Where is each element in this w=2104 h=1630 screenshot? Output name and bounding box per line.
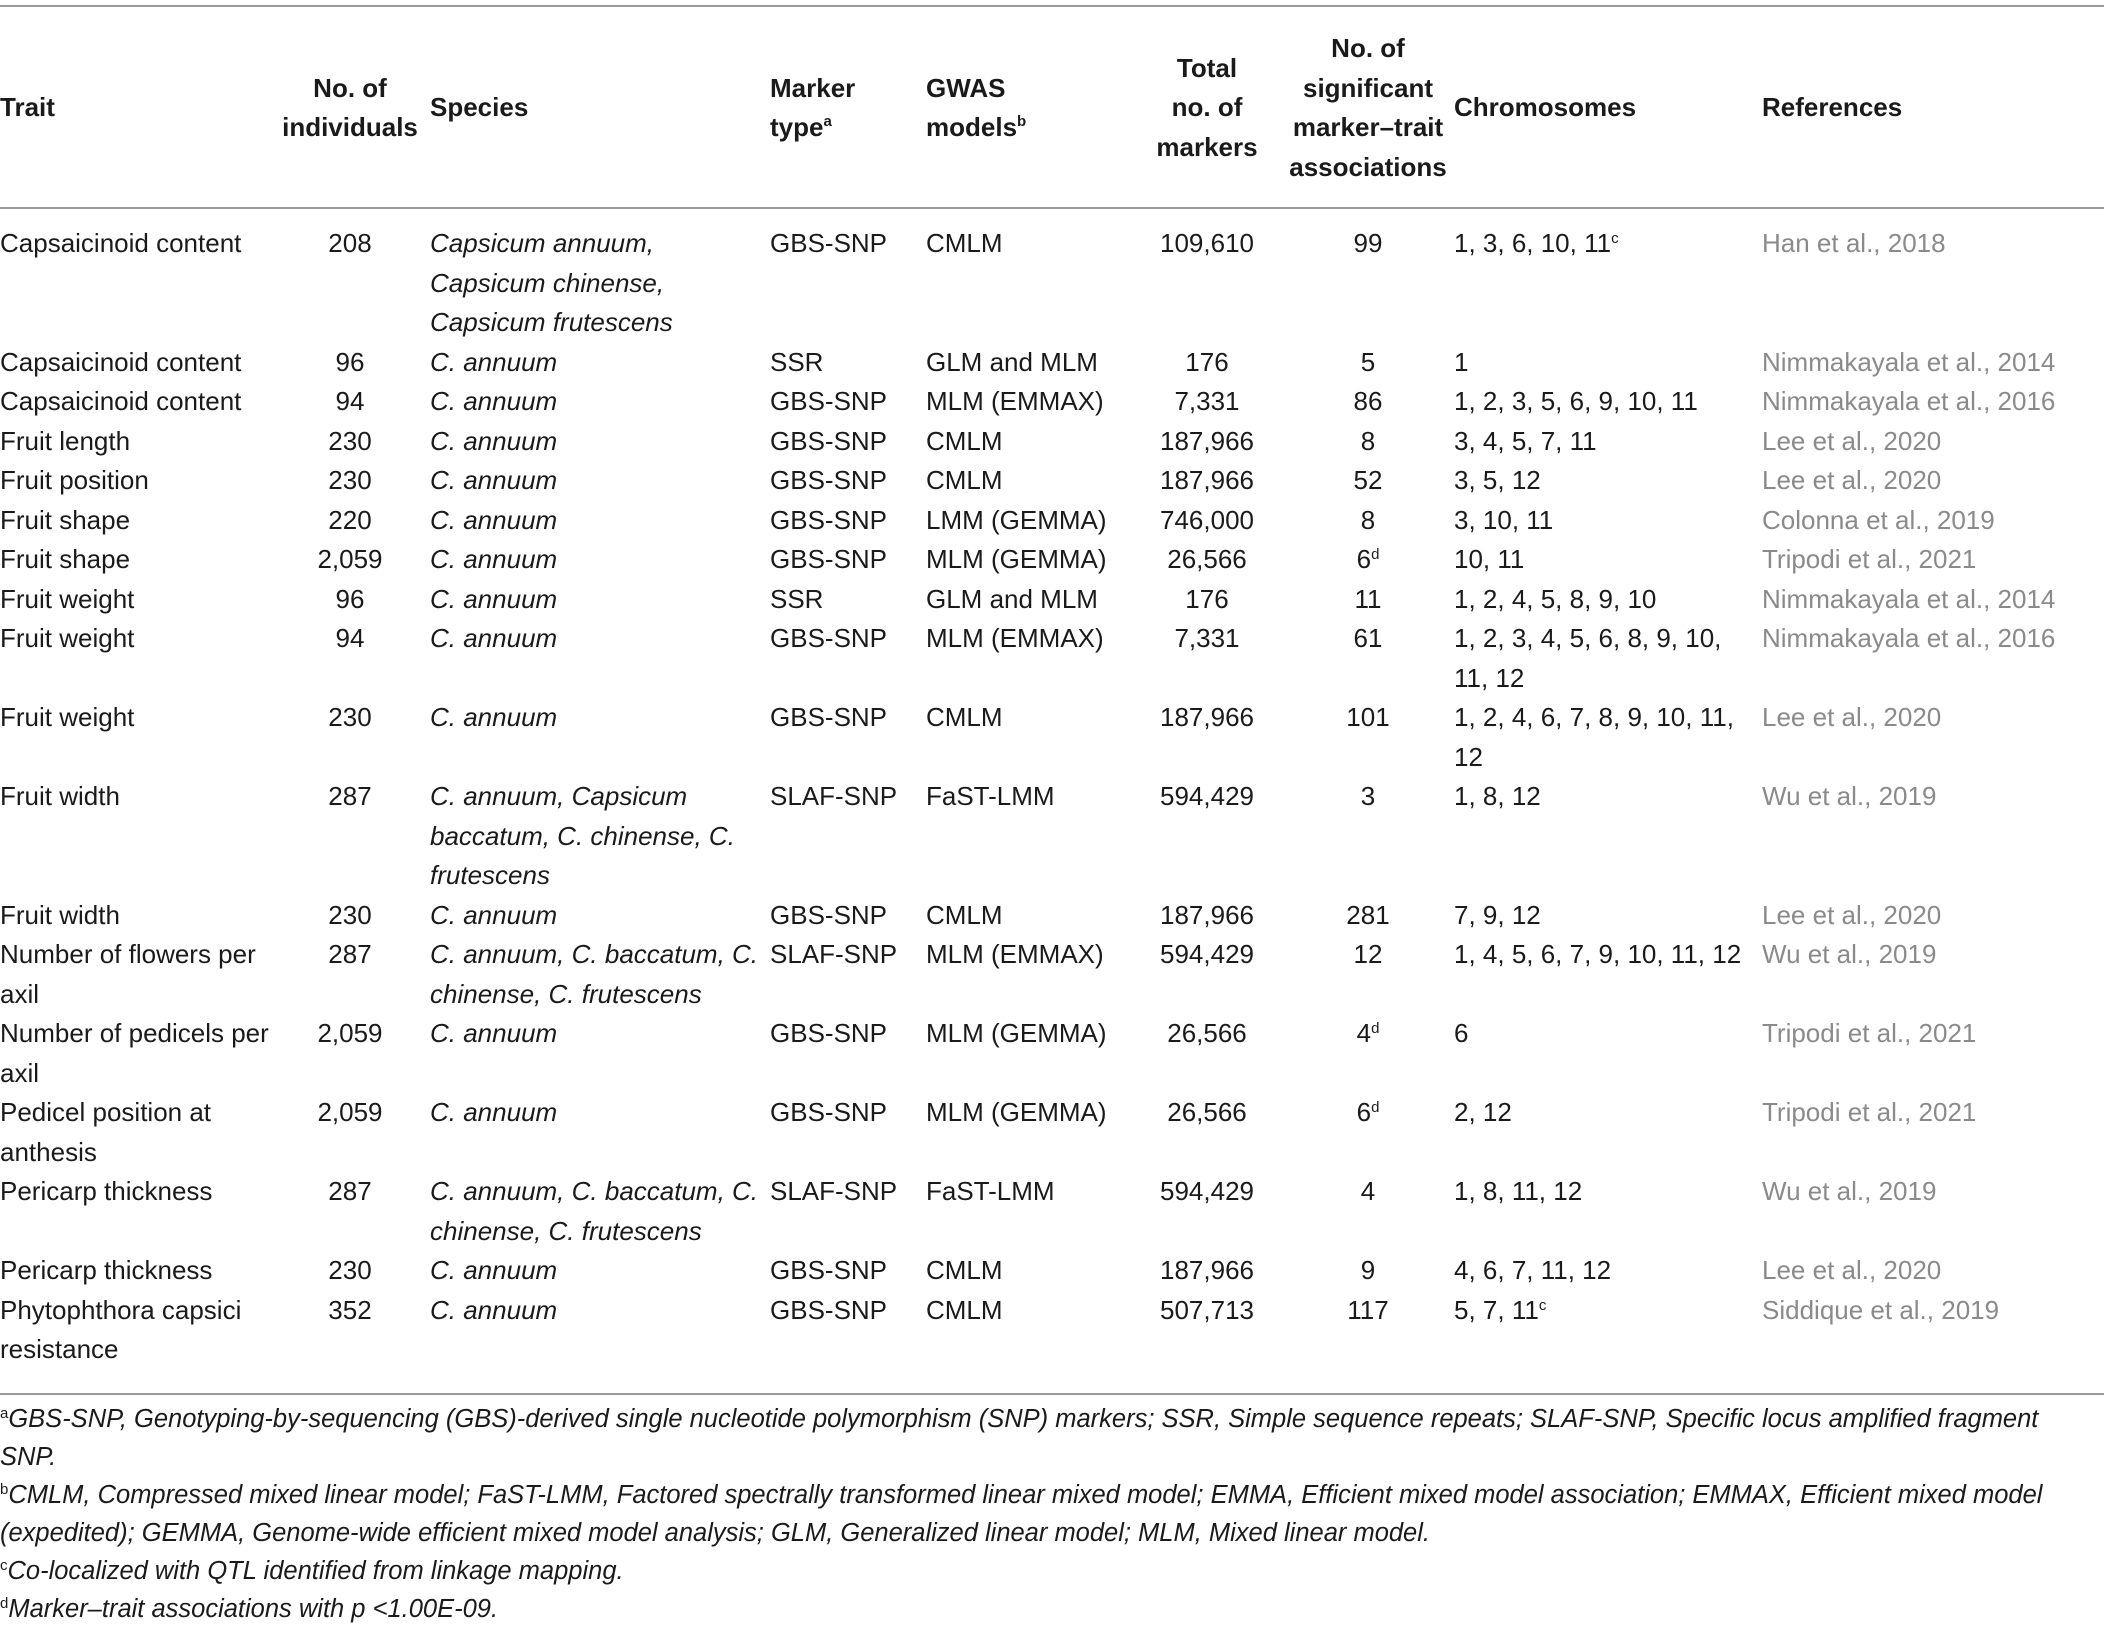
cell-chromosomes: 1 [1454,346,1469,377]
footnote-marker: d [1371,1099,1380,1116]
footnote-c: $^c$Co-localized with QTL identified from linkage mapping. [0,1557,624,1585]
cell-chromosomes: 1, 8, 12 [1454,781,1541,811]
cell-reference: Lee et al., 2020 [1762,465,1942,495]
cell-chromosomes: 1, 2, 4, 6, 7, 8, 9, 10, 11, 12 [1454,702,1734,772]
cell-significant-associations: 99 [1353,228,1383,258]
table-row [0,382,2104,422]
cell-gwas-models: CMLM [926,1294,1003,1325]
cell-significant-associations: 6$^d$ [1356,1097,1380,1127]
cell-total-markers: 507,713 [1160,1294,1254,1325]
cell-reference: Lee et al., 2020 [1762,1255,1942,1285]
table-row [0,343,2104,383]
cell-individuals: 2,059 [317,1018,383,1048]
cell-total-markers: 594,429 [1160,781,1254,811]
cell-gwas-models: CMLM [926,425,1003,456]
cell-trait: Pedicel position at anthesis [0,1097,212,1167]
table-row [0,777,2104,896]
cell-marker-type: GBS-SNP [770,228,888,258]
cell-marker-type: SLAF-SNP [770,1176,898,1206]
cell-significant-associations: 52 [1353,465,1383,495]
cell-gwas-models: CMLM [926,899,1003,930]
cell-species: C. annuum [430,346,558,377]
table-row [0,1014,2104,1093]
cell-reference: Wu et al., 2019 [1762,781,1937,811]
cell-significant-associations: 3 [1360,781,1376,811]
table-row [0,1251,2104,1291]
cell-significant-associations: 117 [1347,1294,1389,1325]
table-bottom-rule [0,1393,2104,1395]
cell-gwas-models: FaST-LMM [926,781,1055,811]
cell-significant-associations: 8 [1360,504,1376,535]
cell-gwas-models: CMLM [926,465,1003,495]
cell-marker-type: SLAF-SNP [770,781,898,811]
cell-chromosomes: 4, 6, 7, 11, 12 [1454,1255,1612,1285]
cell-species: C. annuum, C. baccatum, C. chinense, C. frutescens [430,1176,759,1246]
cell-total-markers: 176 [1185,346,1229,377]
cell-individuals: 230 [328,702,372,732]
table-row [0,206,2104,343]
table-row [0,422,2104,462]
cell-gwas-models: MLM (EMMAX) [926,623,1104,653]
cell-species: C. annuum [430,1255,558,1285]
cell-reference: Han et al., 2018 [1762,228,1946,258]
cell-total-markers: 26,566 [1167,1097,1247,1127]
cell-reference: Nimmakayala et al., 2014 [1762,583,2056,614]
cell-individuals: 208 [328,228,372,258]
table-row [0,1172,2104,1251]
cell-significant-associations: 11 [1354,583,1382,614]
cell-individuals: 2,059 [317,544,383,574]
cell-gwas-models: FaST-LMM [926,1176,1055,1206]
cell-individuals: 230 [328,465,372,495]
cell-marker-type: SSR [770,583,824,614]
cell-gwas-models: MLM (EMMAX) [926,386,1104,416]
cell-gwas-models: GLM and MLM [926,346,1098,377]
cell-species: C. annuum [430,386,558,416]
cell-trait: Number of pedicels per axil [0,1018,269,1088]
header-total-markers: Total no. of markers [1156,52,1258,162]
cell-species: C. annuum [430,1097,558,1127]
table-row [0,935,2104,1014]
cell-trait: Fruit shape [0,544,131,574]
cell-gwas-models: MLM (EMMAX) [926,939,1104,969]
cell-marker-type: GBS-SNP [770,386,888,416]
cell-individuals: 352 [328,1294,372,1325]
cell-total-markers: 7,331 [1174,623,1240,653]
cell-chromosomes: 1, 2, 3, 4, 5, 6, 8, 9, 10, 11, 12 [1454,623,1722,693]
cell-reference: Nimmakayala et al., 2016 [1762,623,2056,653]
cell-gwas-models: LMM (GEMMA) [926,504,1107,535]
cell-marker-type: GBS-SNP [770,702,888,732]
cell-marker-type: GBS-SNP [770,1255,888,1285]
cell-species: C. annuum, C. baccatum, C. chinense, C. frutescens [430,939,759,1009]
cell-gwas-models: GLM and MLM [926,583,1098,614]
cell-reference: Lee et al., 2020 [1762,899,1942,930]
cell-reference: Lee et al., 2020 [1762,702,1942,732]
cell-individuals: 287 [328,939,372,969]
cell-marker-type: GBS-SNP [770,899,888,930]
table-row [0,580,2104,620]
cell-marker-type: GBS-SNP [770,1018,888,1048]
cell-reference: Tripodi et al., 2021 [1762,1097,1977,1127]
cell-reference: Lee et al., 2020 [1762,425,1942,456]
cell-trait: Fruit width [0,781,120,811]
cell-significant-associations: 12 [1353,939,1383,969]
cell-total-markers: 594,429 [1160,939,1254,969]
cell-marker-type: GBS-SNP [770,623,888,653]
cell-chromosomes: 6 [1454,1018,1469,1048]
cell-chromosomes: 10, 11 [1454,544,1525,574]
table-row [0,1291,2104,1370]
cell-significant-associations: 61 [1353,623,1383,653]
table-row [0,501,2104,541]
cell-marker-type: SLAF-SNP [770,939,898,969]
cell-individuals: 287 [328,1176,372,1206]
header-significant-associations: No. of significant marker–trait associations [1289,33,1447,182]
cell-individuals: 230 [328,899,372,930]
cell-individuals: 96 [335,583,365,614]
cell-chromosomes: 1, 2, 3, 5, 6, 9, 10, 11 [1454,386,1698,416]
cell-chromosomes: 1, 8, 11, 12 [1454,1176,1583,1206]
cell-chromosomes: 3, 4, 5, 7, 11 [1454,425,1597,456]
table-header-row [0,10,2104,206]
cell-chromosomes: 1, 3, 6, 10, 11$^c$ [1454,228,1619,258]
cell-marker-type: GBS-SNP [770,1097,888,1127]
cell-marker-type: GBS-SNP [770,465,888,495]
cell-species: C. annuum [430,504,558,535]
cell-species: C. annuum [430,899,558,930]
cell-total-markers: 187,966 [1160,1255,1254,1285]
table-row [0,896,2104,936]
footnote-marker: d [1371,1020,1380,1037]
cell-gwas-models: MLM (GEMMA) [926,1018,1107,1048]
cell-gwas-models: CMLM [926,1255,1003,1285]
cell-species: C. annuum [430,702,558,732]
cell-trait: Fruit weight [0,623,135,653]
header-marker-type: Marker type$^a$ [770,72,856,142]
cell-gwas-models: MLM (GEMMA) [926,1097,1107,1127]
cell-chromosomes: 3, 10, 11 [1454,504,1554,535]
footnote-d: $^d$Marker–trait associations with p <1.00E-09. [0,1595,499,1623]
cell-trait: Fruit width [0,899,120,930]
cell-total-markers: 746,000 [1160,504,1254,535]
cell-trait: Number of flowers per axil [0,939,256,1009]
cell-gwas-models: CMLM [926,228,1003,258]
footnote-b: $^b$CMLM, Compressed mixed linear model; FaST-LMM, Factored spectrally transformed linear mixed model; EMMA, Efficient mixed model association; EMMAX, Efficient mixed model (expedited); GEMMA, Genome-wide efficient mixed model analysis; GLM, Generalized linear model; MLM, Mixed linear model. [0,1481,2043,1547]
cell-significant-associations: 8 [1360,425,1376,456]
cell-reference: Nimmakayala et al., 2016 [1762,386,2056,416]
cell-species: C. annuum [430,1018,558,1048]
cell-significant-associations: 101 [1346,702,1390,732]
cell-species: C. annuum [430,425,558,456]
cell-trait: Fruit weight [0,583,135,614]
table-top-rule [0,5,2104,7]
cell-total-markers: 187,966 [1160,899,1254,930]
cell-species: C. annuum [430,623,558,653]
header-chromosomes: Chromosomes [1454,92,1637,123]
cell-trait: Pericarp thickness [0,1255,213,1285]
footnote-marker: c [1611,230,1619,247]
table-footnotes [0,1400,2090,1628]
cell-reference: Tripodi et al., 2021 [1762,544,1977,574]
cell-reference: Tripodi et al., 2021 [1762,1018,1977,1048]
table-body [0,206,2104,1370]
cell-significant-associations: 9 [1360,1255,1376,1285]
header-references: References [1762,92,1903,123]
cell-significant-associations: 5 [1360,346,1376,377]
cell-trait: Capsaicinoid content [0,346,242,377]
cell-trait: Phytophthora capsici resistance [0,1294,242,1364]
table-row [0,461,2104,501]
cell-trait: Fruit position [0,465,149,495]
table-row [0,1093,2104,1172]
cell-individuals: 96 [335,346,365,377]
cell-marker-type: SSR [770,346,824,377]
cell-individuals: 230 [328,425,372,456]
cell-species: C. annuum [430,1294,558,1325]
cell-reference: Wu et al., 2019 [1762,939,1937,969]
table-row [0,619,2104,698]
header-individuals: No. of individuals [282,72,418,142]
cell-marker-type: GBS-SNP [770,504,888,535]
cell-marker-type: GBS-SNP [770,544,888,574]
cell-total-markers: 7,331 [1174,386,1240,416]
cell-reference: Nimmakayala et al., 2014 [1762,346,2056,377]
cell-chromosomes: 2, 12 [1454,1097,1512,1127]
cell-individuals: 2,059 [317,1097,383,1127]
cell-individuals: 230 [328,1255,372,1285]
cell-total-markers: 176 [1185,583,1229,614]
table-row [0,540,2104,580]
cell-total-markers: 187,966 [1160,702,1254,732]
cell-trait: Capsaicinoid content [0,228,242,258]
cell-chromosomes: 7, 9, 12 [1454,899,1541,930]
gwas-table [0,10,2104,1370]
footnote-marker: c [1538,1296,1547,1314]
cell-marker-type: GBS-SNP [770,1294,888,1325]
cell-species: Capsicum annuum, Capsicum chinense, Capsicum frutescens [430,228,673,337]
cell-individuals: 220 [328,504,372,535]
cell-chromosomes: 5, 7, 11$^c$ [1454,1294,1547,1325]
cell-reference: Siddique et al., 2019 [1762,1294,2000,1325]
cell-individuals: 287 [328,781,372,811]
cell-reference: Colonna et al., 2019 [1762,504,1995,535]
header-gwas-models: GWAS models$^b$ [926,72,1027,142]
cell-gwas-models: CMLM [926,702,1003,732]
cell-marker-type: GBS-SNP [770,425,888,456]
cell-trait: Fruit shape [0,504,131,535]
cell-significant-associations: 6$^d$ [1356,544,1380,574]
cell-significant-associations: 281 [1346,899,1390,930]
cell-species: C. annuum [430,465,558,495]
cell-significant-associations: 4$^d$ [1356,1018,1380,1048]
cell-trait: Fruit weight [0,702,135,732]
cell-species: C. annuum, Capsicum baccatum, C. chinense, C. frutescens [430,781,735,890]
cell-total-markers: 26,566 [1167,1018,1247,1048]
cell-total-markers: 594,429 [1160,1176,1254,1206]
cell-chromosomes: 3, 5, 12 [1454,465,1541,495]
cell-total-markers: 26,566 [1167,544,1247,574]
cell-total-markers: 187,966 [1160,465,1254,495]
cell-trait: Fruit length [0,425,131,456]
cell-reference: Wu et al., 2019 [1762,1176,1937,1206]
table-row [0,698,2104,777]
cell-significant-associations: 86 [1353,386,1383,416]
cell-chromosomes: 1, 4, 5, 6, 7, 9, 10, 11, 12 [1454,939,1742,969]
header-species: Species [430,92,529,123]
footnote-marker: d [1371,546,1380,563]
cell-total-markers: 109,610 [1160,228,1254,258]
cell-significant-associations: 4 [1360,1176,1376,1206]
header-trait: Trait [0,92,55,123]
cell-species: C. annuum [430,583,558,614]
cell-gwas-models: MLM (GEMMA) [926,544,1107,574]
cell-trait: Pericarp thickness [0,1176,213,1206]
cell-chromosomes: 1, 2, 4, 5, 8, 9, 10 [1454,583,1657,614]
footnote-a: $^a$GBS-SNP, Genotyping-by-sequencing (GBS)-derived single nucleotide polymorphism (SNP) markers; SSR, Simple sequence repeats; SLAF-SNP, Specific locus amplified fragment SNP. [0,1405,2039,1471]
cell-trait: Capsaicinoid content [0,386,242,416]
cell-total-markers: 187,966 [1160,425,1254,456]
cell-species: C. annuum [430,544,558,574]
cell-individuals: 94 [335,386,365,416]
cell-individuals: 94 [335,623,365,653]
